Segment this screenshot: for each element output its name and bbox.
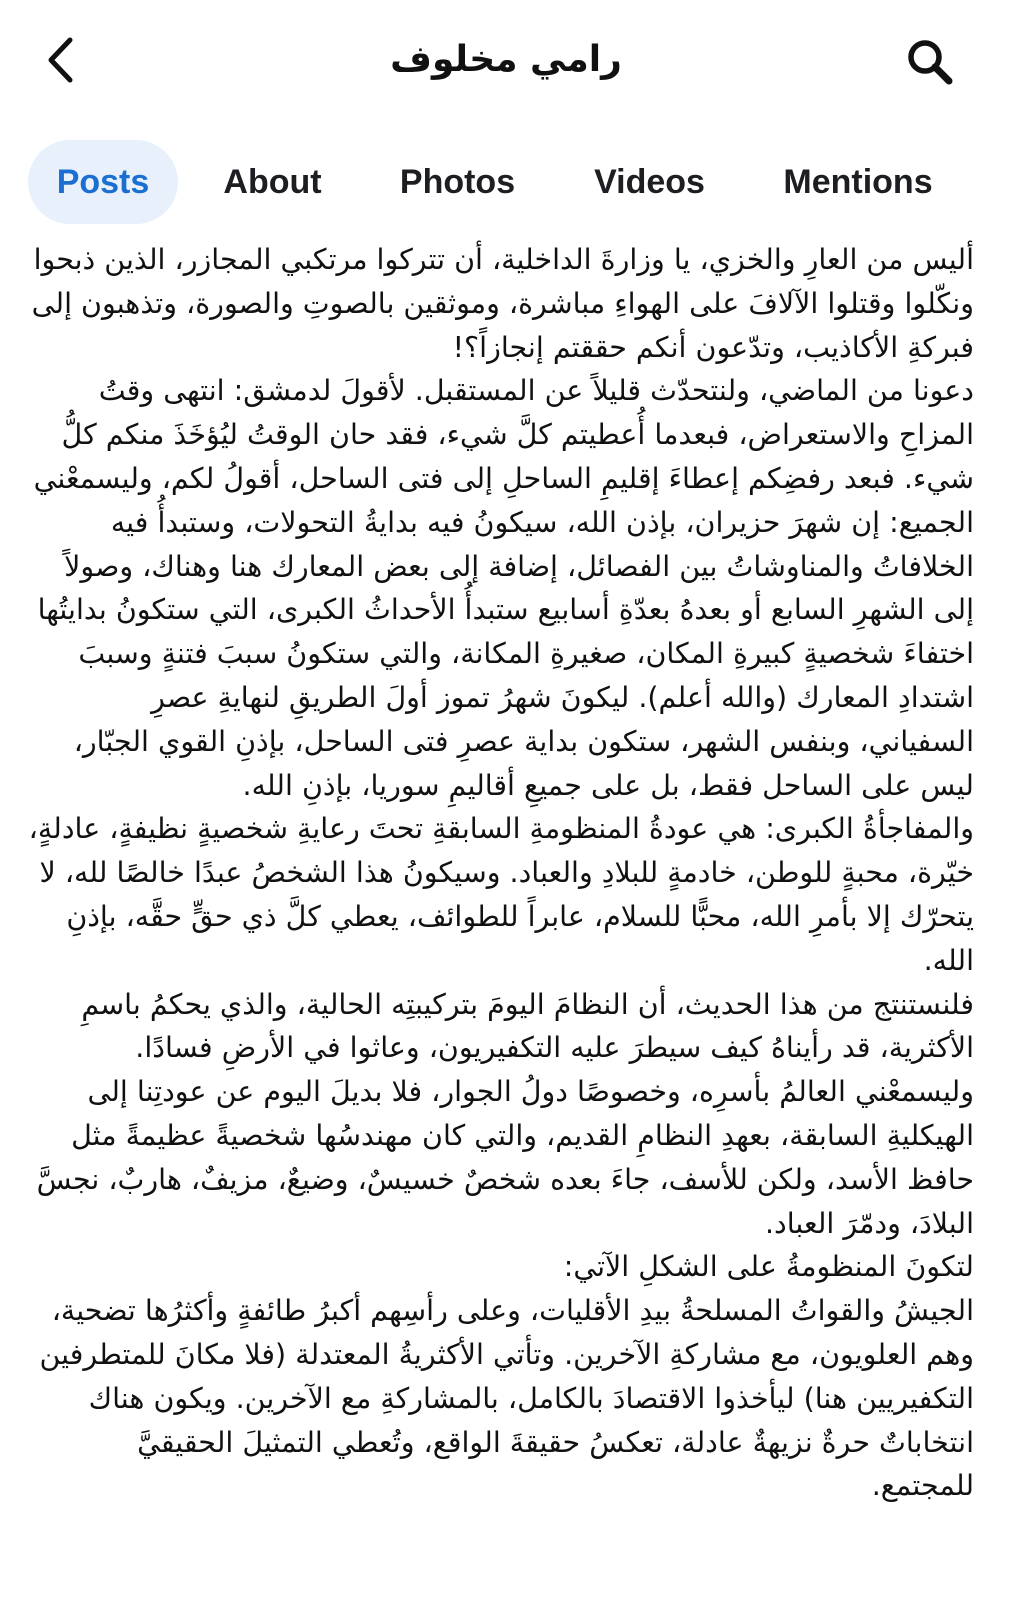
post-paragraph: والمفاجأةُ الكبرى: هي عودةُ المنظومةِ السابقةِ تحتَ رعايةِ شخصيةٍ نظيفةٍ، عادلةٍ، خيّرة، محبةٍ للوطن، خادمةٍ للبلادِ والعباد. وسيكونُ هذا الشخصُ عبدًا خالصًا لله، لا يتحرّك إلا بأمرِ الله، محبًّا للسلام، عابراً للطوائف، يعطي كلَّ ذي حقٍّ حقَّه، بإذنِ الله. [28,812,974,977]
post-paragraph: فلنستنتج من هذا الحديث، أن النظامَ اليومَ بتركيبتِه الحالية، والذي يحكمُ باسمِ الأكثرية، قد رأيناهُ كيف سيطرَ عليه التكفيريون، وعاثوا في الأرضِ فسادًا. وليسمعْني العالمُ بأسرِه، وخصوصًا دولُ الجوار، فلا بديلَ اليوم عن عودتِنا إلى الهيكليةِ السابقة، بعهدِ النظامِ القديم، والتي كان مهندسُها شخصيةً عظيمةً مثل حافظ الأسد، ولكن للأسف، جاءَ بعده شخصٌ خسيسٌ، وضيعٌ، مزيفٌ، هاربٌ، نجسَّ البلادَ، ودمّرَ العباد. [36,987,974,1240]
tab-posts[interactable]: Posts [28,140,178,224]
tab-about[interactable]: About [223,163,322,201]
tab-mentions[interactable]: Mentions [783,163,933,201]
profile-tabs [0,140,1012,224]
post-paragraph: دعونا من الماضي، ولنتحدّث قليلاً عن المستقبل. لأقولَ لدمشق: انتهى وقتُ المزاحِ والاستعراض، فبعدما أُعطيتم كلَّ شيء، فقد حان الوقتُ ليُؤخَذَ منكم كلُّ شيء. فبعد رفضِكم إعطاءَ إقليمِ الساحلِ إلى فتى الساحل، أقولُ لكم، وليسمعْني الجميع: إن شهرَ حزيران، بإذن الله، سيكونُ فيه بدايةُ التحولات، وستبدأُ فيه الخلافاتُ والمناوشاتُ بين الفصائل، إضافة إلى بعض المعارك هنا وهناك، وصولاً إلى الشهرِ السابع أو بعدهُ بعدّةِ أسابيع ستبدأُ الأحداثُ الكبرى، التي ستكونُ بدايتُها اختفاءَ شخصيةٍ كبيرةِ المكان، صغيرةِ المكانة، والتي ستكونُ سببَ فتنةٍ وسببَ اشتدادِ المعارك (والله أعلم). ليكونَ شهرُ تموز أولَ الطريقِ لنهايةِ عصرِ السفياني، وبنفس الشهر، ستكون بداية عصرِ فتى الساحل، بإذنِ القوي الجبّار، ليس على الساحل فقط، بل على جميعِ أقاليمِ سوريا، بإذنِ الله. [33,374,974,802]
post-paragraph: أليس من العارِ والخزي، يا وزارةَ الداخلية، أن تتركوا مرتكبي المجازر، الذين ذبحوا ونكّلوا وقتلوا الآلافَ على الهواءِ مباشرة، وموثقين بالصوتِ والصورة، وتذهبون إلى فبركةِ الأكاذيب، وتدّعون أنكم حققتم إنجازاً؟! [31,243,974,364]
tab-videos[interactable]: Videos [594,163,705,201]
tab-photos[interactable]: Photos [399,163,516,201]
post-paragraph: الجيشُ والقواتُ المسلحةُ بيدِ الأقليات، وعلى رأسِهم أكبرُ طائفةٍ وأكثرُها تضحية، وهم العلويون، مع مشاركةِ الآخرين. وتأتي الأكثريةُ المعتدلة (فلا مكانَ للمتطرفين التكفيريين هنا) ليأخذوا الاقتصادَ بالكامل، بالمشاركةِ مع الآخرين. ويكون هناك انتخاباتٌ حرةٌ نزيهةٌ عادلة، تعكسُ حقيقةَ الواقع، وتُعطي التمثيلَ الحقيقيَّ للمجتمع. [39,1294,974,1503]
search-icon [905,37,955,87]
post-paragraph: لتكونَ المنظومةُ على الشكلِ الآتي: [563,1250,974,1284]
top-bar [0,0,1012,125]
chevron-left-icon [45,36,75,84]
search-button[interactable] [900,32,960,92]
page-title: رامي مخلوف [390,39,622,80]
post-text [28,238,974,1508]
back-button[interactable] [30,30,90,90]
